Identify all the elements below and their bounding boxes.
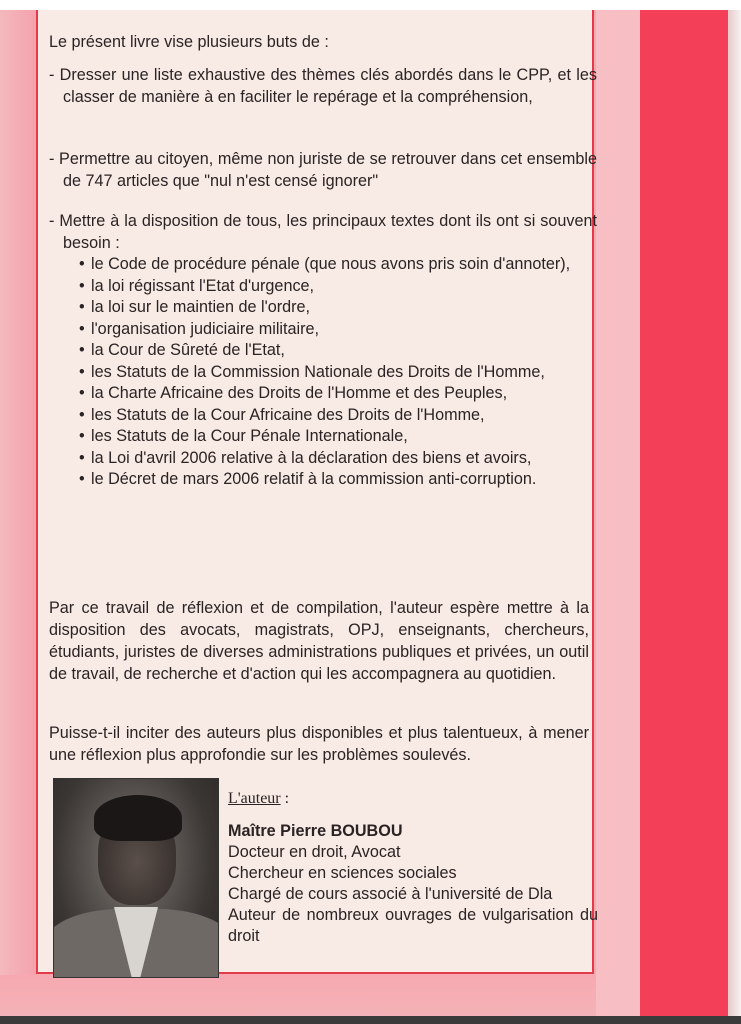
list-item: • les Statuts de la Cour Africaine des Droits de l'Homme, (79, 405, 589, 427)
bullet-icon: • (79, 470, 85, 488)
list-item: • le Décret de mars 2006 relatif à la commission anti-corruption. (79, 469, 589, 491)
bullet-icon: • (79, 298, 85, 316)
goal-item: - Dresser une liste exhaustive des thèmes clés abordés dans le CPP, et les classer de manière à en faciliter le repérage et la compréhension, (49, 66, 597, 106)
bullet-icon: • (79, 427, 85, 445)
closing-paragraph: Puisse-t-il inciter des auteurs plus disponibles et plus talentueux, à mener une réflexion plus approfondie sur les problèmes soulevés. (49, 724, 589, 764)
list-item: • la Loi d'avril 2006 relative à la déclaration des biens et avoirs, (79, 448, 589, 470)
goal-item: - Permettre au citoyen, même non juriste de se retrouver dans cet ensemble de 747 articles que "nul n'est censé ignorer" (49, 150, 597, 190)
bullet-icon: • (79, 448, 85, 467)
list-item: • le Code de procédure pénale (que nous avons pris soin d'annoter), (79, 254, 589, 276)
list-item: • les Statuts de la Cour Pénale Internationale, (79, 426, 589, 448)
author-credential: Auteur de nombreux ouvrages de vulgarisation du droit (228, 906, 598, 945)
bullet-icon: • (79, 255, 85, 273)
legal-texts-list (79, 254, 589, 491)
red-stripe (640, 10, 732, 1016)
cover-worn-edge (728, 10, 741, 1016)
cover-bottom-margin (0, 975, 640, 1016)
author-name: Maître Pierre BOUBOU (228, 822, 403, 840)
intro-text: Le présent livre vise plusieurs buts de : (49, 33, 329, 51)
light-pink-stripe (596, 10, 640, 1016)
bullet-icon: • (79, 384, 85, 402)
author-credential: Docteur en droit, Avocat (228, 843, 401, 861)
bullet-icon: • (79, 405, 85, 424)
author-label: L'auteur (228, 790, 281, 807)
list-item: • la loi régissant l'Etat d'urgence, (79, 276, 589, 298)
author-credential: Chargé de cours associé à l'université de Dla (228, 885, 553, 903)
list-item: • la Charte Africaine des Droits de l'Homme et des Peuples, (79, 383, 589, 405)
list-item: • l'organisation judiciaire militaire, (79, 319, 589, 341)
list-item: • la loi sur le maintien de l'ordre, (79, 297, 589, 319)
list-item: • les Statuts de la Commission Nationale des Droits de l'Homme, (79, 362, 589, 384)
compilation-paragraph: Par ce travail de réflexion et de compilation, l'auteur espère mettre à la disposition des avocats, magistrats, OPJ, enseignants, chercheurs, étudiants, juristes de diverses administrations publiques et privées, un outil de travail, de recherche et d'action qui les accompagnera au quotidien. (49, 599, 589, 683)
bullet-icon: • (79, 319, 85, 338)
scan-bottom-strip (0, 1016, 741, 1024)
author-credential: Chercheur en sciences sociales (228, 864, 457, 882)
goal-item: - Mettre à la disposition de tous, les principaux textes dont ils ont si souvent besoin : (49, 212, 597, 252)
bullet-icon: • (79, 341, 85, 359)
photo-hair (94, 795, 182, 841)
text-panel (36, 10, 598, 974)
cover-left-margin (0, 10, 36, 1016)
author-photo (53, 778, 219, 978)
author-block (228, 790, 598, 947)
author-heading: L'auteur : (228, 790, 290, 807)
bullet-icon: • (79, 276, 85, 295)
list-item: • la Cour de Sûreté de l'Etat, (79, 340, 589, 362)
bullet-icon: • (79, 362, 85, 381)
